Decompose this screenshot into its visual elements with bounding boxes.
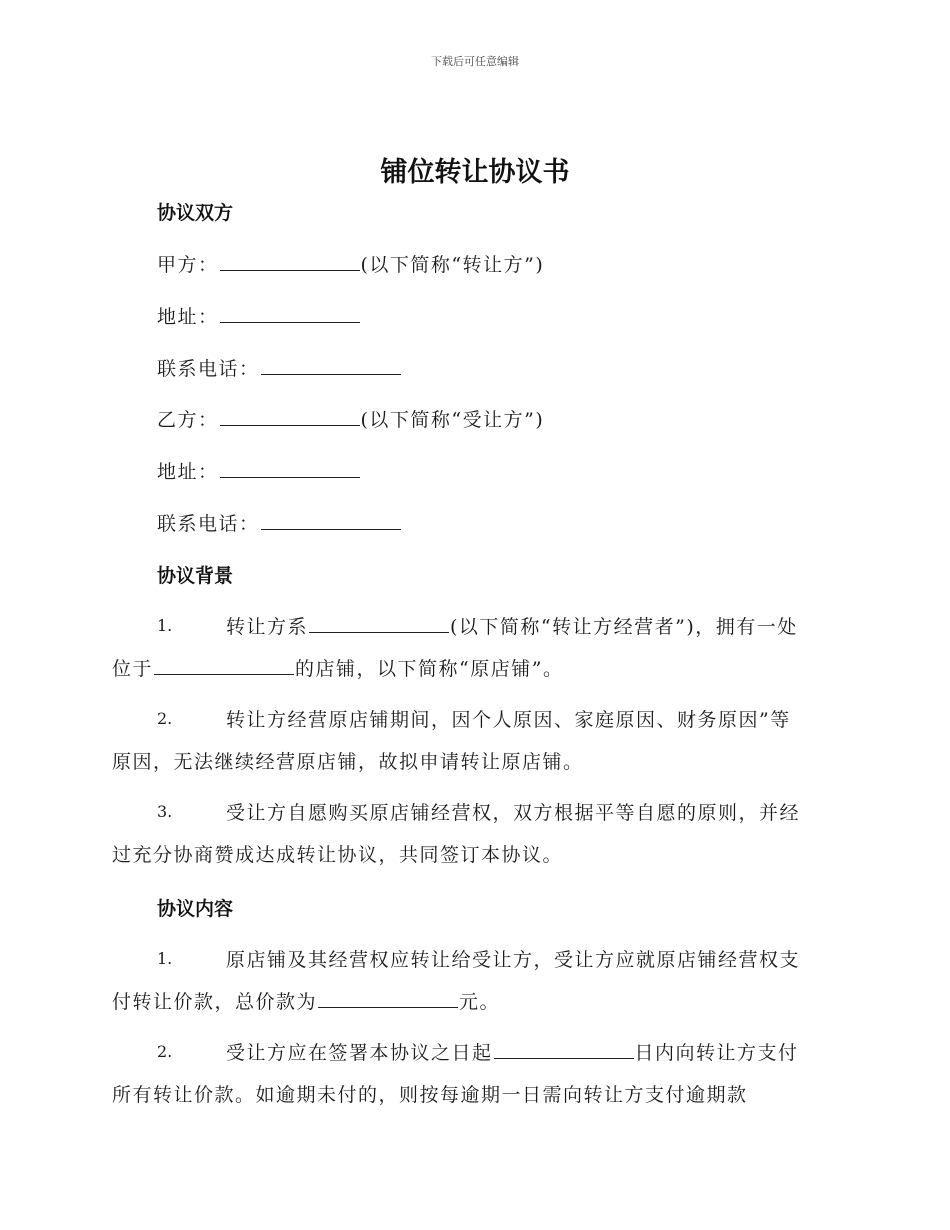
phone-label: 联系电话： — [157, 513, 260, 535]
party-a-blank[interactable] — [220, 252, 360, 271]
background-item-3-number: 3. — [157, 802, 173, 821]
content-item-1-number: 1. — [157, 949, 173, 968]
content-item-1-text-b: 元。 — [459, 991, 501, 1013]
party-a-phone-blank[interactable] — [261, 356, 401, 375]
content-item-1-line-2 — [112, 987, 500, 1014]
party-b-address-blank[interactable] — [220, 459, 360, 478]
section-heading-background: 协议背景 — [157, 565, 234, 587]
content-item-2-text-a: 受让方应在签署本协议之日起 — [226, 1042, 493, 1064]
party-b-address-line — [157, 457, 361, 484]
background-item-3-line-1: 受让方自愿购买原店铺经营权，双方根据平等自愿的原则，并经 — [226, 802, 801, 824]
party-a-label: 甲方： — [157, 254, 219, 276]
address-label: 地址： — [157, 306, 219, 328]
address-label: 地址： — [157, 461, 219, 483]
total-price-blank[interactable] — [318, 989, 458, 1008]
content-item-2-text-b: 日内向转让方支付 — [634, 1042, 799, 1064]
background-item-1-line-1 — [226, 612, 798, 639]
party-a-address-blank[interactable] — [220, 304, 360, 323]
party-a-line — [157, 250, 544, 277]
section-heading-content: 协议内容 — [157, 898, 234, 920]
page-header-note: 下载后可任意编辑 — [431, 55, 519, 68]
background-item-1-line-2 — [112, 654, 563, 681]
background-item-1-text-d: 的店铺，以下简称“原店铺”。 — [295, 658, 564, 680]
content-item-2-line-2: 所有转让价款。如逾期未付的，则按每逾期一日需向转让方支付逾期款 — [112, 1084, 748, 1106]
background-item-2-line-2: 原因，无法继续经营原店铺，故拟申请转让原店铺。 — [112, 751, 584, 773]
background-item-2-line-1: 转让方经营原店铺期间，因个人原因、家庭原因、财务原因”等 — [226, 709, 791, 731]
content-item-2-number: 2. — [157, 1042, 173, 1061]
background-item-1-number: 1. — [157, 616, 173, 635]
shop-location-blank[interactable] — [154, 656, 294, 675]
background-item-2-number: 2. — [157, 709, 173, 728]
phone-label: 联系电话： — [157, 358, 260, 380]
party-b-blank[interactable] — [220, 407, 360, 426]
payment-days-blank[interactable] — [494, 1040, 634, 1059]
document-title: 铺位转让协议书 — [380, 157, 570, 188]
party-a-suffix: (以下简称“转让方”) — [360, 254, 545, 276]
party-b-phone-blank[interactable] — [261, 511, 401, 530]
party-b-phone-line — [157, 509, 402, 536]
background-item-1-text-a: 转让方系 — [226, 616, 309, 638]
operator-name-blank[interactable] — [309, 614, 449, 633]
content-item-1-text-a: 付转让价款，总价款为 — [112, 991, 318, 1013]
party-b-suffix: (以下简称“受让方”) — [360, 409, 545, 431]
section-heading-parties: 协议双方 — [157, 202, 234, 224]
content-item-1-line-1: 原店铺及其经营权应转让给受让方，受让方应就原店铺经营权支 — [226, 949, 801, 971]
background-item-3-line-2: 过充分协商赞成达成转让协议，共同签订本协议。 — [112, 844, 564, 866]
party-b-label: 乙方： — [157, 409, 219, 431]
party-b-line — [157, 405, 544, 432]
party-a-address-line — [157, 302, 361, 329]
background-item-1-text-b: (以下简称“转让方经营者”)，拥有一处 — [450, 616, 798, 638]
content-item-2-line-1 — [226, 1038, 799, 1065]
party-a-phone-line — [157, 354, 402, 381]
background-item-1-text-c: 位于 — [112, 658, 154, 680]
